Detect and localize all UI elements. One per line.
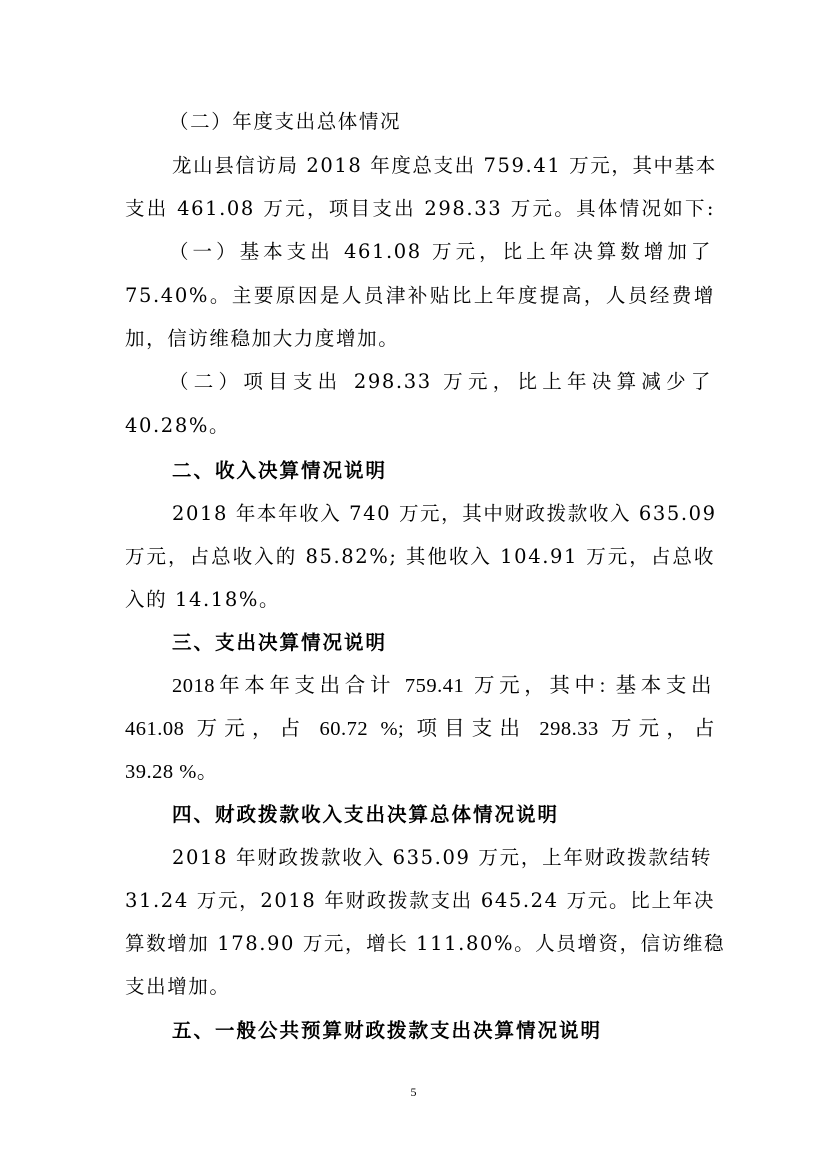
heading-expenditure-section: 三、支出决算情况说明 (172, 631, 388, 654)
page-number: 5 (410, 1085, 417, 1099)
paragraph-fiscal-line-1: 2018 年财政拨款收入 635.09 万元，上年财政拨款结转 (172, 846, 712, 869)
paragraph-basic-expenditure-line-1: （一）基本支出 461.08 万元，比上年决算数增加了 (169, 240, 712, 263)
paragraph-expenditure-line-1: 2018年本年支出合计 759.41 万元，其中: 基本支出 (172, 675, 712, 697)
paragraph-project-expenditure-line-2: 40.28%。 (125, 414, 231, 437)
heading-general-budget-section: 五、一般公共预算财政拨款支出决算情况说明 (172, 1019, 603, 1042)
paragraph-expenditure-line-2: 461.08 万元，占 60.72 %; 项目支出 298.33 万元，占 (125, 718, 715, 740)
heading-income-section: 二、收入决算情况说明 (172, 459, 388, 482)
heading-fiscal-appropriation-section: 四、财政拨款收入支出决算总体情况说明 (172, 803, 560, 826)
paragraph-income-line-1: 2018 年本年收入 740 万元，其中财政拨款收入 635.09 (172, 502, 717, 525)
paragraph-income-line-3: 入的 14.18%。 (125, 588, 281, 611)
paragraph-project-expenditure-line-1: （二）项目支出 298.33 万元，比上年决算减少了 (169, 370, 712, 393)
paragraph-total-expenditure-line-2: 支出 461.08 万元，项目支出 298.33 万元。具体情况如下: (125, 197, 715, 220)
paragraph-fiscal-line-4: 支出增加。 (125, 975, 231, 998)
paragraph-expenditure-line-3: 39.28 %。 (125, 761, 218, 783)
paragraph-total-expenditure-line-1: 龙山县信访局 2018 年度总支出 759.41 万元，其中基本 (172, 154, 717, 177)
paragraph-fiscal-line-3: 算数增加 178.90 万元，增长 111.80%。人员增资，信访维稳 (125, 932, 726, 955)
paragraph-income-line-2: 万元，占总收入的 85.82%; 其他收入 104.91 万元，占总收 (125, 545, 715, 568)
section-subheading-annual-expenditure: （二）年度支出总体情况 (169, 110, 402, 133)
paragraph-fiscal-line-2: 31.24 万元，2018 年财政拨款支出 645.24 万元。比上年决 (125, 889, 715, 912)
paragraph-basic-expenditure-line-3: 加，信访维稳加大力度增加。 (125, 327, 400, 350)
paragraph-basic-expenditure-line-2: 75.40%。主要原因是人员津补贴比上年度提高，人员经费增 (125, 284, 715, 307)
